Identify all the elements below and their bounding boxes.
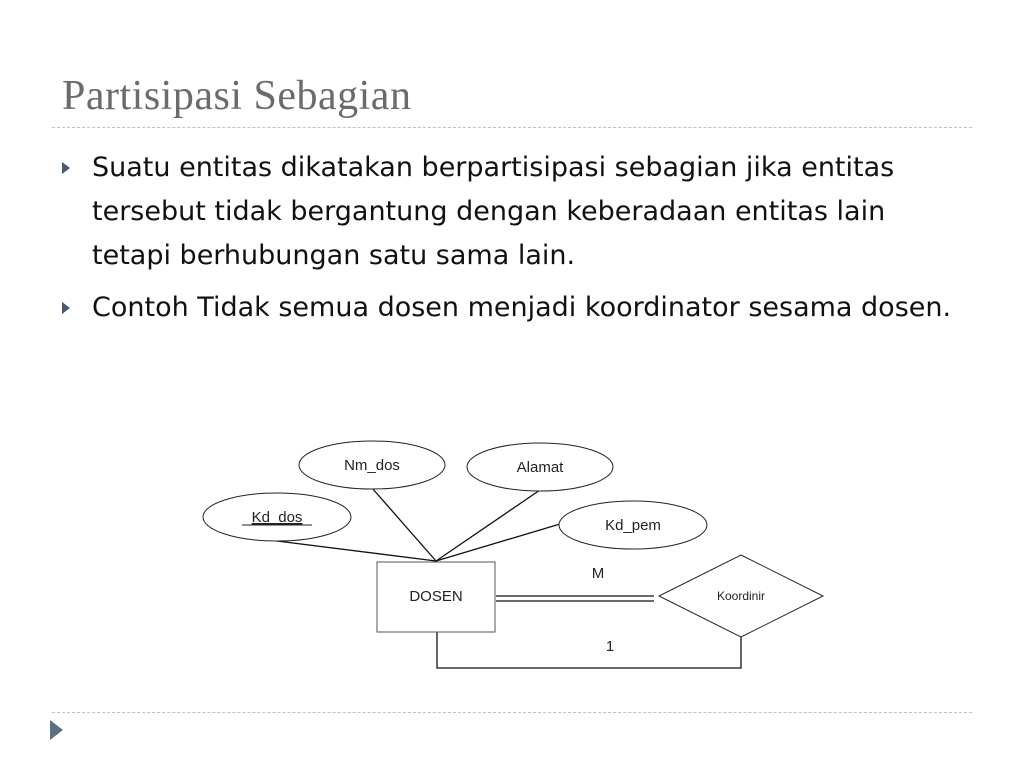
relation-line-one (437, 632, 741, 668)
attribute-kd-pem-label: Kd_pem (605, 517, 661, 534)
entity-dosen-label: DOSEN (409, 588, 463, 605)
connector-nm-dos (372, 488, 436, 561)
connector-kd-dos (277, 541, 436, 561)
connector-alamat (436, 490, 540, 561)
cardinality-many: M (591, 565, 605, 582)
footer-divider (52, 712, 972, 713)
bullet-text: Contoh Tidak semua dosen menjadi koordinator sesama dosen. (92, 292, 952, 323)
attribute-kd-dos-label: Kd_dos (251, 509, 303, 526)
relationship-koordinir-label: Koordinir (716, 589, 766, 603)
cardinality-one: 1 (605, 638, 615, 655)
attribute-alamat-label: Alamat (516, 459, 564, 476)
connector-kd-pem (436, 524, 560, 561)
slide-nav-arrow-icon[interactable] (50, 720, 63, 740)
bullet-text: Suatu entitas dikatakan berpartisipasi sebagian jika entitas tersebut tidak bergantung dengan keberadaan entitas lain tetapi berhubungan satu sama lain. (92, 152, 895, 271)
slide-title: Partisipasi Sebagian (62, 73, 412, 119)
attribute-nm-dos-label: Nm_dos (344, 457, 400, 474)
